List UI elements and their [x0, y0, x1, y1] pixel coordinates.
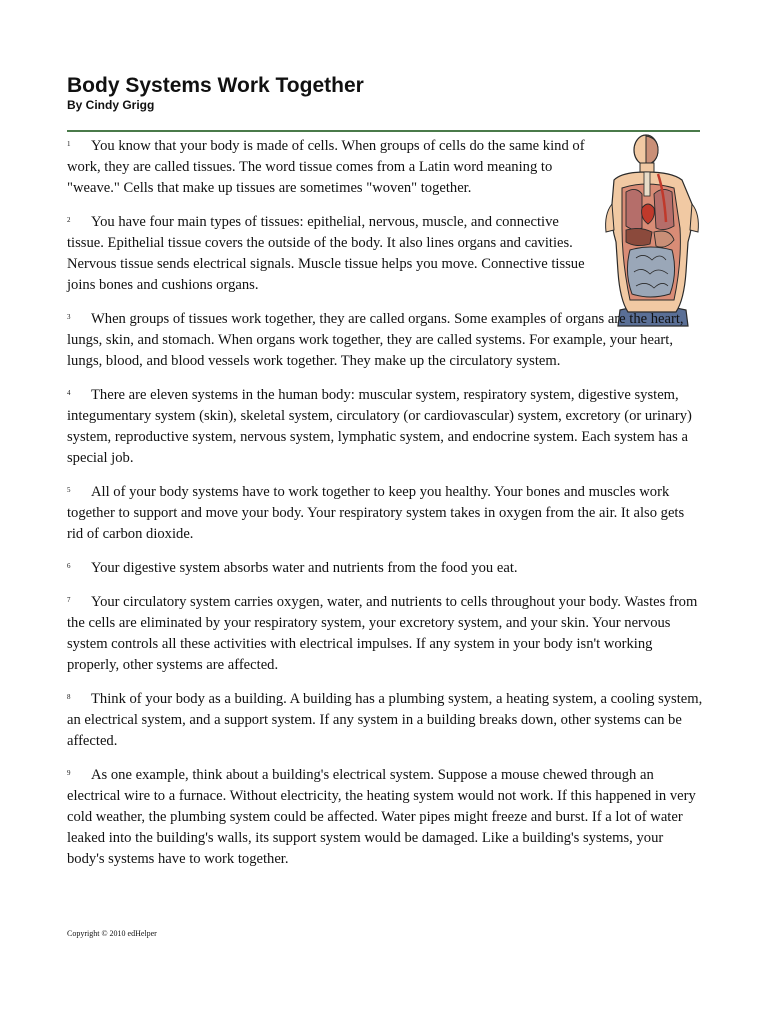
paragraph-number: 3	[67, 313, 71, 321]
paragraph-number: 5	[67, 486, 71, 494]
paragraph-text: Think of your body as a building. A building has a plumbing system, a heating system, a cooling system, an electrical system, and a support system. If any system in a building breaks down, other systems can be affected.	[67, 691, 703, 749]
paragraph-text: You know that your body is made of cells. When groups of cells do the same kind of work, they are called tissues. The word tissue comes from a Latin word meaning to "weave." Cells that make up tissues are sometimes "woven" together.	[67, 138, 585, 196]
paragraph-number: 7	[67, 596, 71, 604]
paragraph-text: Your digestive system absorbs water and nutrients from the food you eat.	[91, 560, 518, 576]
paragraph-7	[67, 590, 703, 676]
paragraph-text: When groups of tissues work together, they are called organs. Some examples of organs are the heart, lungs, skin, and stomach. When organs work together, they are called systems. For example, your heart, lungs, blood, and blood vessels work together. They make up the circulatory system.	[67, 311, 684, 369]
author-byline: By Cindy Grigg	[67, 98, 155, 112]
copyright-footer: Copyright © 2010 edHelper	[67, 929, 157, 938]
paragraph-9	[67, 763, 703, 870]
paragraph-text: As one example, think about a building's electrical system. Suppose a mouse chewed through an electrical wire to a furnace. Without electricity, the heating system would not work. If this happened in very cold weather, the plumbing system could be affected. Water pipes might freeze and burst. If a lot of water leaked into the building's walls, its support system would be damaged. Like a building's systems, your body's systems have to work together.	[67, 767, 696, 867]
paragraph-number: 8	[67, 693, 71, 701]
paragraph-text: All of your body systems have to work together to keep you healthy. Your bones and muscles work together to support and move your body. Your respiratory system takes in oxygen from the air. It also gets rid of carbon dioxide.	[67, 484, 685, 542]
paragraph-8	[67, 687, 703, 752]
page-title: Body Systems Work Together	[67, 74, 364, 97]
paragraph-2	[67, 210, 597, 296]
article-body	[67, 134, 703, 881]
paragraph-6	[67, 556, 703, 579]
paragraph-number: 1	[67, 140, 71, 148]
paragraph-text: There are eleven systems in the human body: muscular system, respiratory system, digestive system, integumentary system (skin), skeletal system, circulatory (or cardiovascular) system, excretory (or urinary) system, reproductive system, nervous system, lymphatic system, and endocrine system. Each system has a special job.	[67, 387, 692, 466]
paragraph-number: 2	[67, 216, 71, 224]
paragraph-text: You have four main types of tissues: epithelial, nervous, muscle, and connective tissue. Epithelial tissue covers the outside of the body. It also lines organs and cavities. Nervous tissue sends electrical signals. Muscle tissue helps you move. Connective tissue joins bones and cushions organs.	[67, 214, 585, 293]
paragraph-text: Your circulatory system carries oxygen, water, and nutrients to cells throughout your body. Wastes from the cells are eliminated by your respiratory system, your excretory system, and your skin. Your nervous system controls all these activities with electrical impulses. If any system in your body isn't working properly, other systems are affected.	[67, 594, 698, 673]
paragraph-number: 9	[67, 769, 71, 777]
paragraph-1	[67, 134, 597, 199]
paragraph-number: 4	[67, 389, 71, 397]
paragraph-4	[67, 383, 703, 469]
paragraph-number: 6	[67, 562, 71, 570]
paragraph-3	[67, 307, 703, 372]
paragraph-5	[67, 480, 703, 545]
